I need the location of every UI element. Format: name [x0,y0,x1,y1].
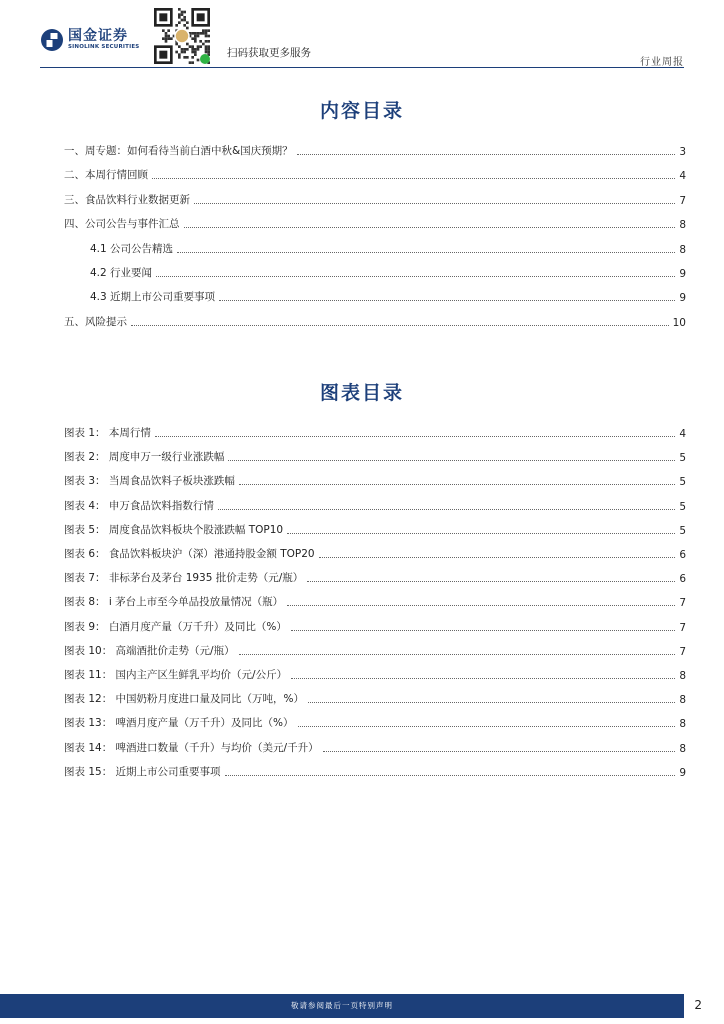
dot-leader [287,533,675,534]
figure-entry[interactable] [64,424,686,440]
dot-leader [298,726,676,727]
entry-page-number: 8 [679,742,686,755]
entry-label: 图表 15： 近期上市公司重要事项 [64,765,221,778]
toc-entry[interactable] [64,166,686,182]
dot-leader [308,702,675,703]
toc-entry[interactable] [90,288,686,304]
company-logo [40,28,139,52]
entry-label: 五、风险提示 [64,315,127,328]
footer-disclaimer: 敬请参阅最后一页特别声明 [291,1001,393,1010]
sinolink-logo-icon [40,28,64,52]
report-type-label: 行业周报 [640,57,684,68]
entry-label: 图表 11： 国内主产区生鲜乳平均价（元/公斤） [64,669,288,681]
dot-leader [219,300,675,301]
qr-code-icon[interactable] [154,8,210,64]
toc-entry[interactable] [64,215,686,231]
figure-entry[interactable] [64,569,686,585]
figure-entry[interactable] [64,739,686,755]
entry-page-number: 4 [679,170,686,183]
figure-entry[interactable] [64,448,686,464]
entry-page-number: 3 [679,146,686,158]
dot-leader [307,581,675,582]
dot-leader [239,654,676,655]
figure-entry[interactable] [64,521,686,537]
entry-page-number: 6 [679,573,686,586]
entry-page-number: 9 [679,766,686,779]
entry-label: 4.2 行业要闻 [90,267,153,279]
entry-label: 图表 5： 周度食品饮料板块个股涨跌幅 TOP10 [64,523,284,536]
entry-page-number: 8 [679,243,686,256]
entry-page-number: 8 [679,694,686,707]
dot-leader [239,484,675,485]
entry-label: 图表 14： 啤酒进口数量（千升）与均价（美元/千升） [64,741,319,754]
figures-title: 图表目录 [319,382,404,404]
entry-page-number: 9 [679,268,686,280]
entry-label: 图表 12： 中国奶粉月度进口量及同比（万吨，%） [64,693,305,706]
dot-leader [155,436,675,437]
dot-leader [152,178,675,179]
entry-page-number: 7 [679,597,686,610]
logo-english-name: SINOLINK SECURITIES [68,44,140,51]
entry-label: 4.3 近期上市公司重要事项 [90,291,216,304]
entry-page-number: 7 [679,621,686,634]
dot-leader [297,154,676,155]
dot-leader [218,509,675,510]
toc-entry[interactable] [90,240,686,256]
header-divider [40,67,684,68]
dot-leader [323,751,676,752]
dot-leader [291,630,675,631]
figure-entry[interactable] [64,618,686,634]
entry-page-number: 6 [679,549,686,561]
entry-label: 图表 3： 当周食品饮料子板块涨跌幅 [64,475,235,488]
toc-entry[interactable] [90,264,686,280]
toc-entry[interactable] [64,191,686,207]
entry-page-number: 8 [679,718,686,731]
entry-label: 二、本周行情回顾 [64,169,148,182]
contents-title: 内容目录 [319,100,404,122]
entry-label: 图表 8： i 茅台上市至今单品投放量情况（瓶） [64,596,284,609]
entry-label: 四、公司公告与事件汇总 [64,218,180,231]
entry-page-number: 8 [679,219,686,232]
figure-entry[interactable] [64,497,686,513]
logo-chinese-name: 国金证券 [68,28,128,45]
entry-page-number: 7 [679,645,686,658]
toc-entry[interactable] [64,142,686,158]
dot-leader [291,678,675,679]
entry-label: 图表 6： 食品饮料板块沪（深）港通持股金额 TOP20 [64,548,315,560]
dot-leader [184,227,676,228]
entry-page-number: 7 [679,194,686,207]
entry-label: 图表 10： 高端酒批价走势（元/瓶） [64,644,235,657]
dot-leader [177,252,675,253]
entry-page-number: 5 [679,452,686,465]
entry-page-number: 9 [679,292,686,305]
entry-label: 图表 7： 非标茅台及茅台 1935 批价走势（元/瓶） [64,572,304,585]
page-number: 2 [694,998,702,1012]
entry-label: 图表 13： 啤酒月度产量（万千升）及同比（%） [64,717,294,730]
entry-page-number: 8 [679,670,686,682]
figure-entry[interactable] [64,763,686,779]
dot-leader [156,276,675,277]
entry-label: 三、食品饮料行业数据更新 [64,193,190,206]
figure-entry[interactable] [64,545,686,561]
dot-leader [225,775,676,776]
entry-label: 图表 4： 申万食品饮料指数行情 [64,499,214,512]
dot-leader [131,325,669,326]
entry-label: 4.1 公司公告精选 [90,242,174,255]
figure-entry[interactable] [64,593,686,609]
entry-label: 图表 1： 本周行情 [64,427,151,439]
page-header [0,0,724,70]
toc-entry[interactable] [64,313,686,329]
figure-entry[interactable] [64,690,686,706]
figure-entry[interactable] [64,472,686,488]
entry-page-number: 10 [672,316,686,329]
scan-prompt: 扫码获取更多服务 [227,47,311,59]
entry-page-number: 4 [679,428,686,440]
entry-page-number: 5 [679,524,686,537]
dot-leader [194,203,675,204]
figure-entry[interactable] [64,714,686,730]
figure-entry[interactable] [64,642,686,658]
entry-label: 一、周专题：如何看待当前白酒中秋&国庆预期？ [64,145,293,157]
entry-label: 图表 9： 白酒月度产量（万千升）及同比（%） [64,620,287,633]
dot-leader [228,460,675,461]
entry-label: 图表 2： 周度申万一级行业涨跌幅 [64,451,225,464]
dot-leader [287,605,675,606]
dot-leader [319,557,676,558]
figure-entry[interactable] [64,666,686,682]
entry-page-number: 5 [679,500,686,513]
entry-page-number: 5 [679,476,686,489]
